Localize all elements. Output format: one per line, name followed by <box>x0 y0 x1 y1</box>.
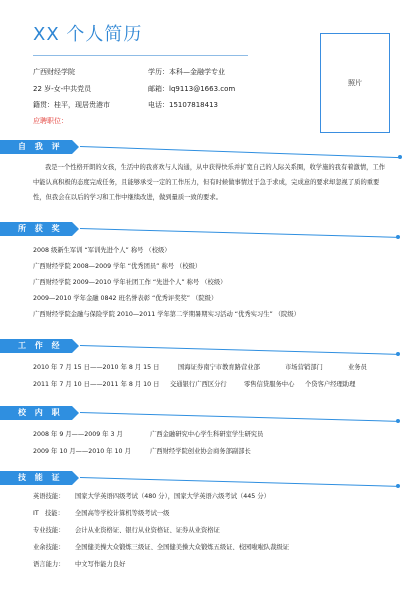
profile-school: 广西财经学院 <box>33 68 75 76</box>
section-awards-dot <box>396 235 400 239</box>
self-eval-text: 我是一个性格开朗的女孩，生活中的我喜欢与人沟通，从中获得快乐并扩宽自己的人际关系圈，收学施的我有着激情，工作中能认真积极的态度完成任务，且能够承受一定的工作压力，但有时候做事情过于急于求成，完成意的要求却忽视了质的重要性，但我会在以后的学习和工作中继续改进，做到量质一致的要求。 <box>33 164 386 201</box>
work-role: 零售信贷服务中心 <box>244 381 295 388</box>
section-campus-rule <box>80 412 398 422</box>
section-campus-header <box>0 406 72 431</box>
section-awards-title: 所 获 奖 项 <box>18 224 63 247</box>
work-position: 个贷客户经理助理 <box>305 381 356 388</box>
section-self-eval-title: 自 我 评 价 <box>18 142 63 165</box>
campus-period: 2008 年 9 月——2009 年 3 月 <box>33 431 123 438</box>
award-item: 2008 级新生军训 “军训先进个人” 称号 （校级） <box>33 247 171 254</box>
award-item: 广西财经学院金融与保险学院 2010—2011 学年第二学期暑期实习活动 “优秀实习生” （院级） <box>33 311 300 318</box>
skill-value: 全国健美操大众锻炼三级证、全国健美操大众锻炼五级证、校园啦啦队裁级证 <box>75 544 290 551</box>
photo-label: 照片 <box>348 79 362 87</box>
section-campus-title: 校 内 职 务 <box>18 408 63 431</box>
skill-value: 全国高等学校计算机等级考试一级 <box>75 510 170 517</box>
skill-label: IT 技能： <box>33 510 64 517</box>
campus-desc: 广西财经学院创业协会商务部副部长 <box>150 448 251 455</box>
section-work-title: 工 作 经 验 <box>18 341 63 364</box>
work-org: 交通银行广西区分行 <box>170 381 227 388</box>
section-skills-rule <box>80 477 398 487</box>
section-self-eval-rule <box>80 146 400 158</box>
skill-label: 专业技能： <box>33 527 65 534</box>
resume-title: XX 个人简历 <box>33 24 143 45</box>
work-org: 国海证券南宁市教育路营业部 <box>178 364 260 371</box>
campus-desc: 广西金融研究中心学生科研室学生研究员 <box>150 431 264 438</box>
skill-value: 会计从业资格证、银行从业资格证、证券从业资格证 <box>75 527 220 534</box>
section-work-dot <box>396 352 400 356</box>
section-self-eval-header <box>0 140 72 165</box>
skill-label: 业余技能： <box>33 544 65 551</box>
section-work-rule <box>80 345 398 355</box>
profile-phone: 电话：15107818413 <box>148 101 218 109</box>
profile-job-intention: 应聘职位： <box>33 117 68 125</box>
skill-label: 英语技能： <box>33 493 65 500</box>
profile-major: 学历：本科—金融学专业 <box>148 68 225 76</box>
skill-value: 国家大学英语四级考试（480 分），国家大学英语六级考试（445 分） <box>75 493 270 500</box>
section-work-header <box>0 339 72 364</box>
award-item: 广西财经学院 2009—2010 学年社团工作 “先进个人” 称号 （校级） <box>33 279 227 286</box>
section-skills-dot <box>396 484 400 488</box>
skill-label: 语言能力： <box>33 561 65 568</box>
profile-origin: 籍贯：桂平，现居贵港市 <box>33 101 110 109</box>
section-awards-rule <box>80 228 398 238</box>
section-skills-header <box>0 471 72 496</box>
work-position: 业务员 <box>348 364 367 371</box>
campus-period: 2009 年 10 月——2010 年 10 月 <box>33 448 131 455</box>
work-period: 2011 年 7 月 10 日——2011 年 8 月 10 日 <box>33 381 160 388</box>
section-self-eval-dot <box>398 155 402 159</box>
award-item: 2009—2010 学年金融 0842 班名誉表彰 “优秀评奖奖” （院级） <box>33 295 218 302</box>
title-underline <box>33 55 248 56</box>
photo-placeholder <box>320 33 390 133</box>
section-awards-header <box>0 222 72 247</box>
section-campus-dot <box>396 419 400 423</box>
award-item: 广西财经学院 2008—2009 学年 “优秀团员” 称号 （校级） <box>33 263 202 270</box>
work-period: 2010 年 7 月 15 日——2010 年 8 月 15 日 <box>33 364 160 371</box>
skill-value: 中文写作能力良好 <box>75 561 126 568</box>
section-skills-title: 技 能 证 书 <box>18 473 63 496</box>
work-role: 市场营销部门 <box>285 364 323 371</box>
profile-email: 邮箱：lq9113@1663.com <box>148 85 236 93</box>
profile-age-gender-politics: 22 岁-女-中共党员 <box>33 85 92 93</box>
